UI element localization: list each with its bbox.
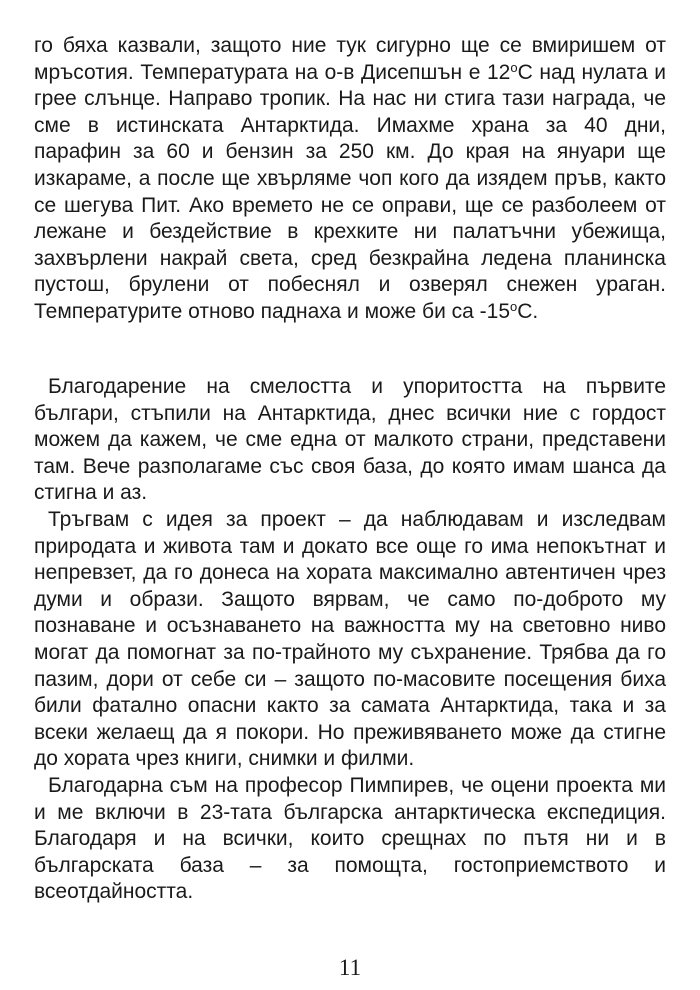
degree-mark: o xyxy=(510,59,518,75)
text-block-top xyxy=(34,33,666,326)
degree-mark: o xyxy=(510,298,518,314)
paragraph-2: Благодарение на смелостта и упоритостта на първите българи, стъпили на Антарктида, днес всички ние с гордост можем да кажем, че сме една от малкото страни, представени там. Вече разполагаме със своя база, до която имам шанса да стигна и аз. xyxy=(34,375,666,505)
page-number: 11 xyxy=(338,955,362,980)
paragraph-4: Благодарна съм на професор Пимпирев, че оцени проекта ми и ме включи в 23-тата българска антарктическа експедиция. Благодаря и на всички, които срещнах по пътя ни и в българската база – за помощта, гостоприемството и всеотдайността. xyxy=(34,773,666,904)
paragraph-1-part-1: го бяха казвали, защото ние тук сигурно ще се вмиришем от мръсотия. Температурата на о-в Дисепшън е 12 xyxy=(34,34,666,84)
text-block-bottom xyxy=(34,374,666,906)
paragraph-1-part-2: C над нулата и грее слънце. Направо тропик. На нас ни стига тази награда, че сме в истинската Антарктида. Имахме храна за 40 дни, парафин за 60 и бензин за 250 км. До края на януари ще изкараме, а после ще хвърляме чоп кого да изядем пръв, както се шегува Пит. Ако времето не се оправи, ще се разболеем от лежане и бездействие в крехките ни палатъчни убежища, захвърлени накрай света, сред безкрайна ледена планинска пустош, брулени от побеснял и озверял снежен ураган. Температурите отново паднаха и може би са -15 xyxy=(34,60,666,323)
paragraph-1-part-3: C. xyxy=(517,299,539,323)
paragraph-1 xyxy=(34,33,666,326)
paragraph-3: Тръгвам с идея за проект – да наблюдавам и изследвам природата и живота там и докато все още го има непокътнат и непревзет, да го донеса на хората максимално автентичен чрез думи и образи. Защото вярвам, че само по-доброто му познаване и осъзнаването на важността му на световно ниво могат да помогнат за по-трайното му съхранение. Трябва да го пазим, дори от себе си – защото по-масовите посещения биха били фатално опасни както за самата Антарктида, така и за всеки желаещ да я покори. Но преживяването може да стигне до хората чрез книги, снимки и филми. xyxy=(34,507,666,771)
